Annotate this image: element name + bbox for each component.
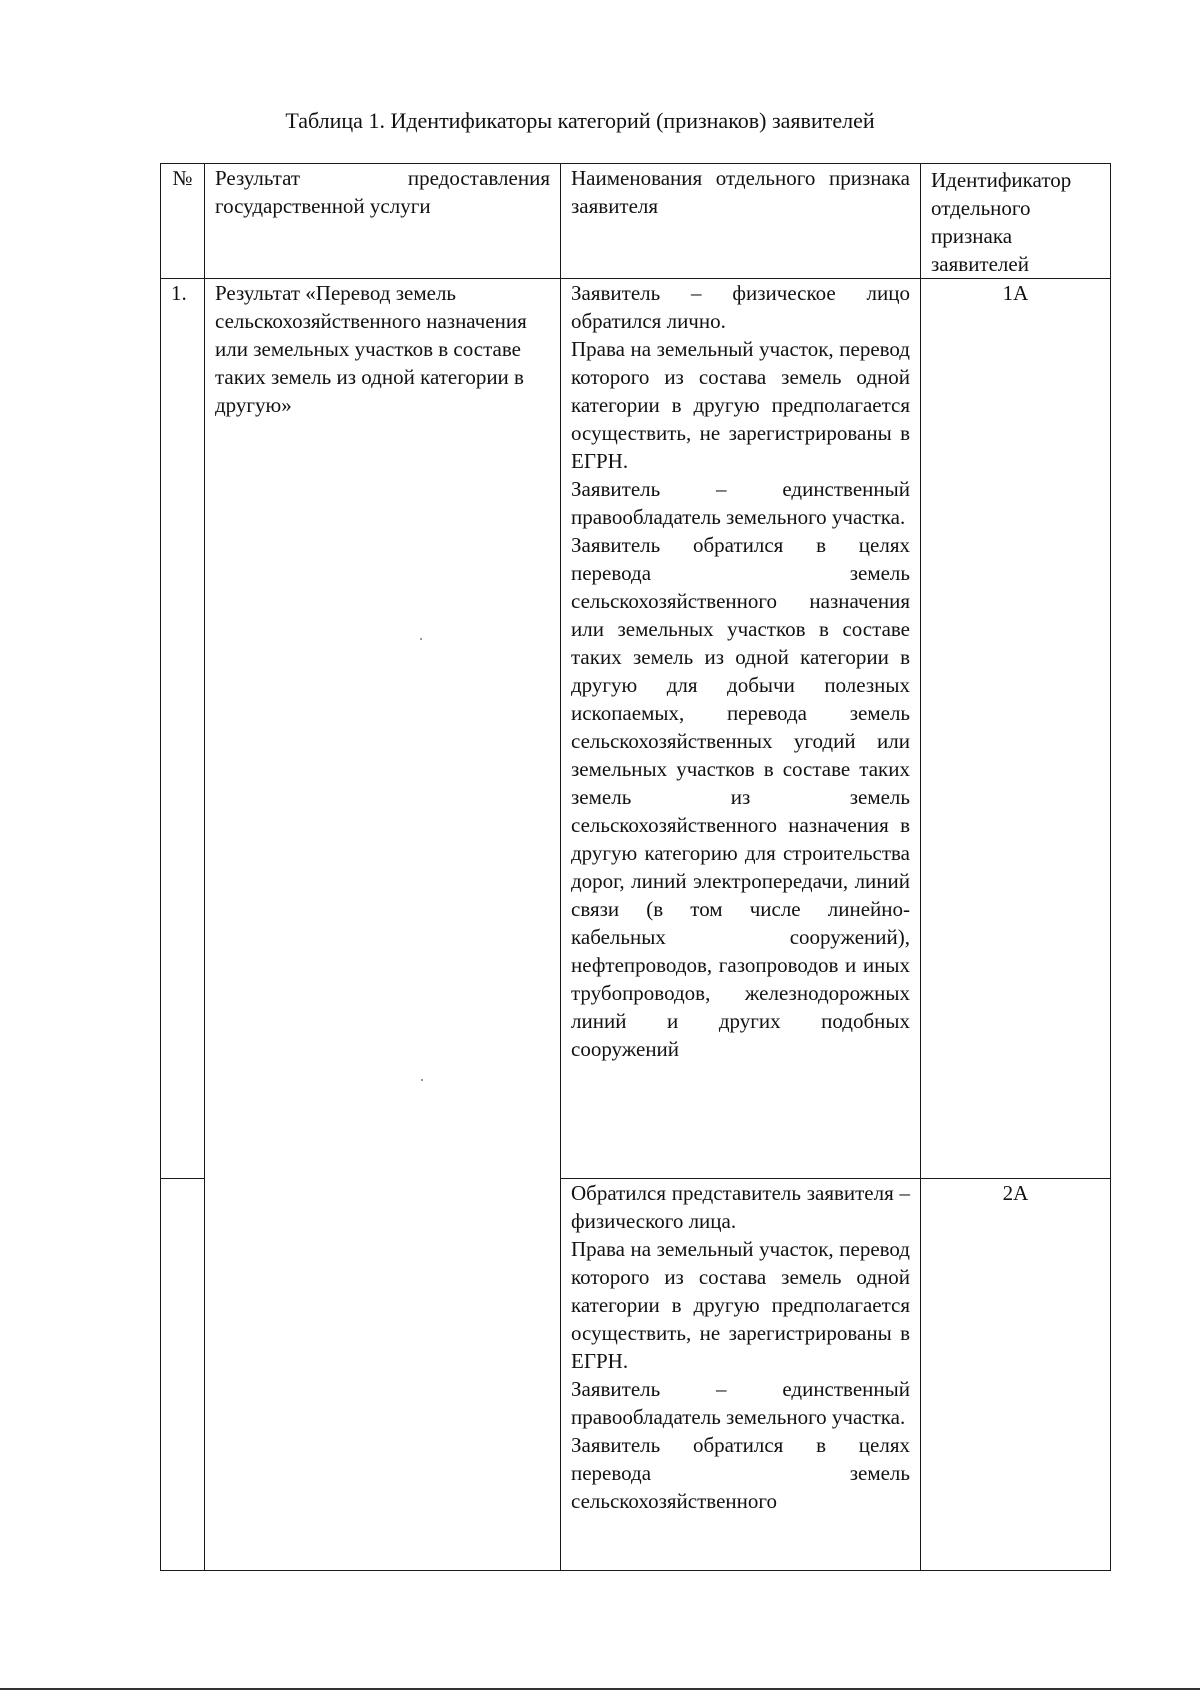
feature-paragraph: Заявитель обратился в целях перевода земель сельскохозяйственного bbox=[571, 1433, 910, 1513]
header-result: Результат предоставления государственной услуги bbox=[205, 164, 561, 279]
row-identifier: 2А bbox=[921, 1179, 1111, 1571]
row-identifier: 1А bbox=[921, 279, 1111, 1179]
header-identifier: Идентификатор отдельного признака заявителей bbox=[921, 164, 1111, 279]
row-feature bbox=[561, 1179, 921, 1571]
scan-bottom-edge bbox=[0, 1688, 1200, 1690]
feature-paragraph: Заявитель – физическое лицо обратился лично. bbox=[571, 281, 910, 333]
table-title: Таблица 1. Идентификаторы категорий (признаков) заявителей bbox=[285, 108, 875, 133]
scan-speck bbox=[421, 1079, 423, 1081]
scan-speck bbox=[420, 638, 422, 640]
row-number-empty bbox=[161, 1179, 205, 1571]
row-feature bbox=[561, 279, 921, 1179]
feature-paragraph: Права на земельный участок, перевод которого из состава земель одной категории в другую предполагается осуществить, не зарегистрированы в ЕГРН. bbox=[571, 1237, 910, 1373]
feature-paragraph: Обратился представитель заявителя – физического лица. bbox=[571, 1181, 910, 1233]
feature-paragraph: Заявитель – единственный правообладатель земельного участка. bbox=[571, 477, 910, 529]
header-feature: Наименования отдельного признака заявителя bbox=[561, 164, 921, 279]
table-header-row bbox=[161, 164, 1111, 279]
feature-paragraph: Заявитель – единственный правообладатель земельного участка. bbox=[571, 1377, 910, 1429]
row-number: 1. bbox=[161, 279, 205, 1179]
table-row bbox=[161, 279, 1111, 1179]
applicant-categories-table bbox=[160, 163, 1111, 1571]
header-number: № bbox=[161, 164, 205, 279]
row-result: Результат «Перевод земель сельскохозяйственного назначения или земельных участков в составе таких земель из одной категории в другую» bbox=[205, 279, 561, 1571]
feature-paragraph: Права на земельный участок, перевод которого из состава земель одной категории в другую предполагается осуществить, не зарегистрированы в ЕГРН. bbox=[571, 337, 910, 473]
feature-paragraph: Заявитель обратился в целях перевода земель сельскохозяйственного назначения или земельных участков в составе таких земель из одной категории в другую для добычи полезных ископаемых, перевода земель сельскохозяйственных угодий или земельных участков в составе таких земель из земель сельскохозяйственного назначения в другую категорию для строительства дорог, линий электропередачи, линий связи (в том числе линейно-кабельных сооружений), нефтепроводов, газопроводов и иных трубопроводов, железнодорожных линий и других подобных сооружений bbox=[571, 533, 910, 1061]
